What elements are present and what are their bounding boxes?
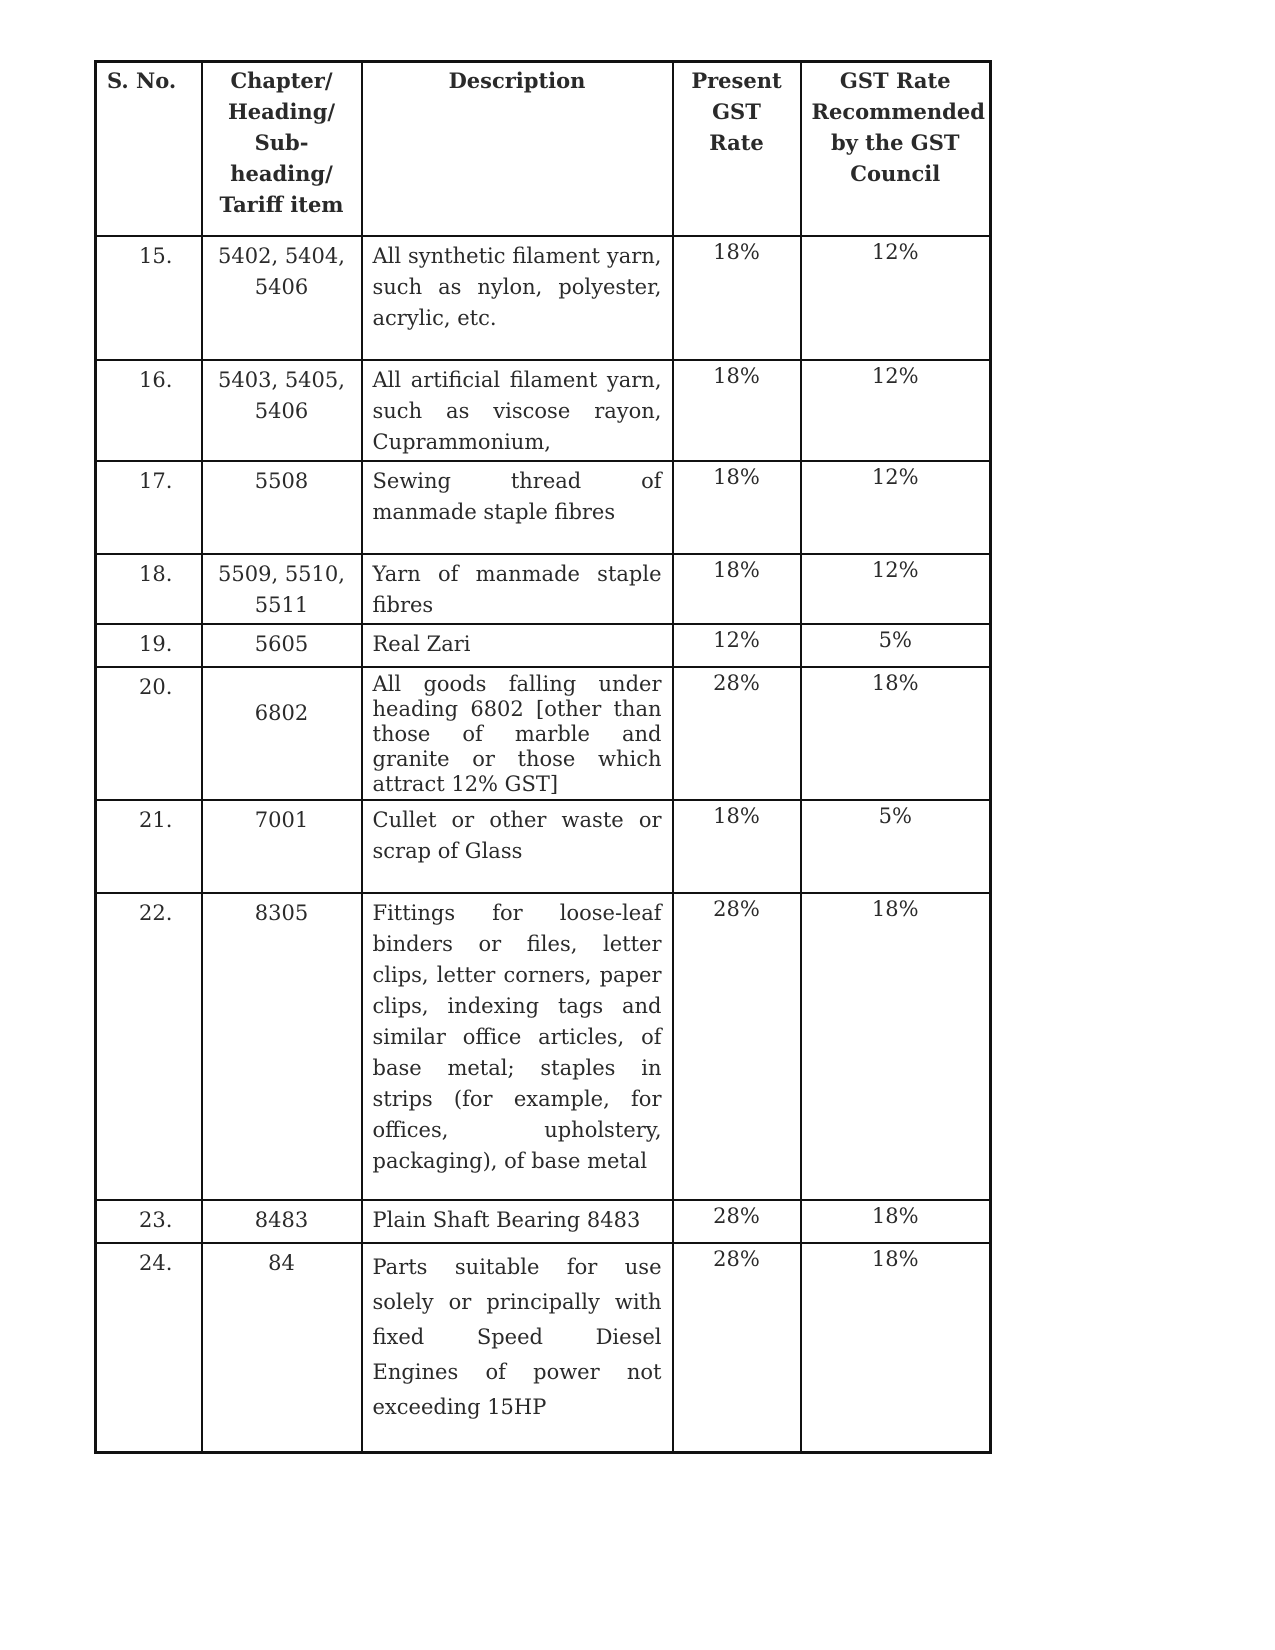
table-row — [96, 360, 991, 461]
row-recommended-rate: 18% — [801, 893, 991, 1200]
table-row — [96, 667, 991, 800]
table-row — [96, 236, 991, 360]
row-sno: 16. — [96, 360, 202, 461]
row-present-rate: 18% — [673, 236, 801, 360]
header-present-rate: Present GST Rate — [673, 62, 801, 236]
row-recommended-rate: 12% — [801, 554, 991, 624]
row-chapter: 5605 — [202, 624, 362, 667]
header-chapter: Chapter/ Heading/ Sub-heading/ Tariff item — [202, 62, 362, 236]
row-present-rate: 18% — [673, 360, 801, 461]
row-present-rate: 28% — [673, 893, 801, 1200]
row-sno: 23. — [96, 1200, 202, 1243]
row-sno: 24. — [96, 1243, 202, 1453]
table-row — [96, 800, 991, 893]
row-present-rate: 18% — [673, 461, 801, 554]
row-present-rate: 28% — [673, 1200, 801, 1243]
row-chapter: 5402, 5404, 5406 — [202, 236, 362, 360]
row-chapter: 7001 — [202, 800, 362, 893]
row-recommended-rate: 18% — [801, 667, 991, 800]
row-recommended-rate: 12% — [801, 236, 991, 360]
table-row — [96, 1243, 991, 1453]
row-recommended-rate: 5% — [801, 624, 991, 667]
header-description: Description — [362, 62, 673, 236]
row-recommended-rate: 12% — [801, 360, 991, 461]
row-description: Cullet or other waste or scrap of Glass — [362, 800, 673, 893]
row-sno: 19. — [96, 624, 202, 667]
row-description: Real Zari — [362, 624, 673, 667]
row-sno: 22. — [96, 893, 202, 1200]
table-row — [96, 461, 991, 554]
table-row — [96, 624, 991, 667]
table-row — [96, 554, 991, 624]
row-description: Sewing thread of manmade staple fibres — [362, 461, 673, 554]
row-chapter: 5509, 5510, 5511 — [202, 554, 362, 624]
row-chapter: 5508 — [202, 461, 362, 554]
row-sno: 15. — [96, 236, 202, 360]
row-description: All goods falling under heading 6802 [other than those of marble and granite or those which attract 12% GST] — [362, 667, 673, 800]
row-sno: 21. — [96, 800, 202, 893]
row-recommended-rate: 18% — [801, 1200, 991, 1243]
row-recommended-rate: 18% — [801, 1243, 991, 1453]
row-sno: 17. — [96, 461, 202, 554]
table-header-row — [96, 62, 991, 236]
row-chapter: 8305 — [202, 893, 362, 1200]
row-present-rate: 28% — [673, 1243, 801, 1453]
row-chapter: 84 — [202, 1243, 362, 1453]
row-present-rate: 12% — [673, 624, 801, 667]
row-chapter: 8483 — [202, 1200, 362, 1243]
row-present-rate: 18% — [673, 800, 801, 893]
row-description: Fittings for loose-leaf binders or files, letter clips, letter corners, paper clips, indexing tags and similar office articles, of base metal; staples in strips (for example, for offices, upholstery, packaging), of base metal — [362, 893, 673, 1200]
row-present-rate: 28% — [673, 667, 801, 800]
row-chapter: 5403, 5405, 5406 — [202, 360, 362, 461]
header-recommended-rate: GST Rate Recommended by the GST Council — [801, 62, 991, 236]
row-description: All synthetic filament yarn, such as nylon, polyester, acrylic, etc. — [362, 236, 673, 360]
row-description: Plain Shaft Bearing 8483 — [362, 1200, 673, 1243]
table-row — [96, 893, 991, 1200]
gst-rate-table — [94, 60, 992, 1454]
row-description: Yarn of manmade staple fibres — [362, 554, 673, 624]
header-sno: S. No. — [96, 62, 202, 236]
row-chapter: 6802 — [202, 667, 362, 800]
table-row — [96, 1200, 991, 1243]
row-description: All artificial filament yarn, such as viscose rayon, Cuprammonium, — [362, 360, 673, 461]
row-sno: 20. — [96, 667, 202, 800]
row-recommended-rate: 12% — [801, 461, 991, 554]
row-sno: 18. — [96, 554, 202, 624]
row-present-rate: 18% — [673, 554, 801, 624]
row-recommended-rate: 5% — [801, 800, 991, 893]
row-description: Parts suitable for use solely or principally with fixed Speed Diesel Engines of power not exceeding 15HP — [362, 1243, 673, 1453]
